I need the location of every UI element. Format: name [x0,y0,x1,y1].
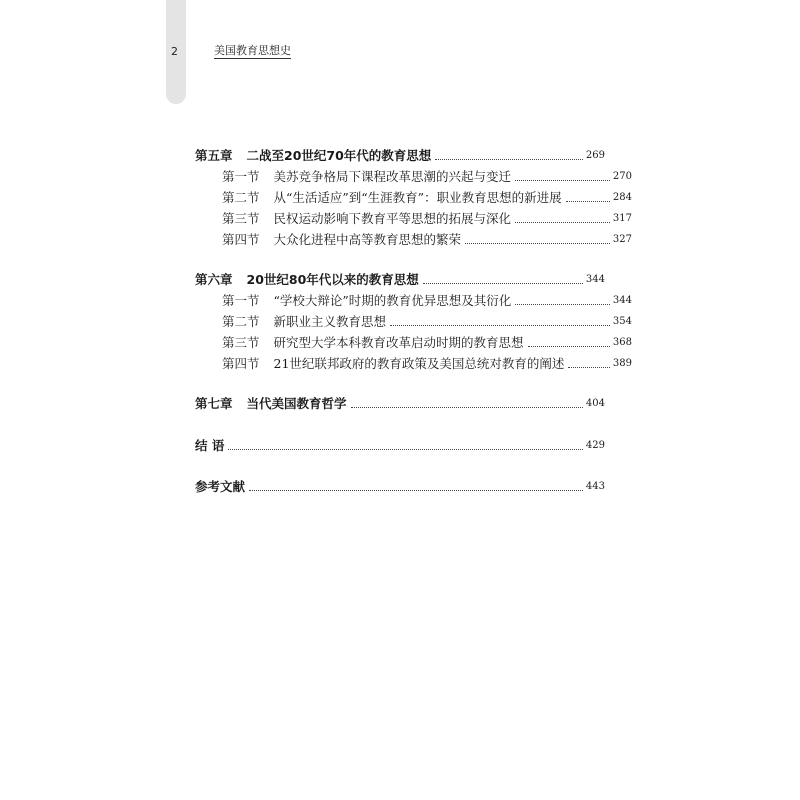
section-title: 21世纪联邦政府的教育政策及美国总统对教育的阐述 [273,356,565,371]
section-label: 第一节 [222,293,260,308]
toc-chapter-6[interactable] [195,270,605,290]
dot-leader [390,325,610,326]
page-ref: 404 [585,398,605,409]
toc-chapter-5[interactable] [195,146,605,166]
section-label: 第二节 [222,190,260,205]
section-title: 新职业主义教育思想 [273,314,387,329]
references-label: 参考文献 [195,479,246,494]
dot-leader [566,201,610,202]
section-title: 从“生活适应”到“生涯教育”：职业教育思想的新进展 [273,190,562,205]
page-ref: 443 [585,481,605,492]
chapter-label: 第六章 [195,272,233,287]
chapter-title: 当代美国教育哲学 [246,396,347,411]
chapter-title: 二战至20世纪70年代的教育思想 [246,148,432,163]
page-ref: 344 [585,274,605,285]
page-ref: 344 [612,295,632,306]
chapter-label: 第五章 [195,148,233,163]
section-title: 大众化进程中高等教育思想的繁荣 [273,232,462,247]
section-label: 第二节 [222,314,260,329]
chapter-label: 第七章 [195,396,233,411]
dot-leader [351,407,583,408]
page-number: 2 [171,45,178,58]
chapter-title: 20世纪80年代以来的教育思想 [246,272,419,287]
page-ref: 327 [612,234,632,245]
page-ref: 269 [585,150,605,161]
section-label: 第三节 [222,211,260,226]
dot-leader [249,490,583,491]
section-label: 第一节 [222,169,260,184]
conclusion-label: 结 语 [195,438,225,453]
dot-leader [568,367,609,368]
dot-leader [515,222,610,223]
toc-section-5-3[interactable] [195,209,632,229]
dot-leader [423,283,583,284]
section-title: 民权运动影响下教育平等思想的拓展与深化 [273,211,512,226]
dot-leader [435,159,583,160]
page-ref: 317 [612,213,632,224]
section-title: 美苏竞争格局下课程改革思潮的兴起与变迁 [273,169,512,184]
toc-section-6-4[interactable] [195,354,632,374]
toc-section-5-1[interactable] [195,167,632,187]
page-ref: 368 [612,337,632,348]
dot-leader [528,346,610,347]
toc-chapter-7[interactable] [195,394,605,414]
toc-section-5-2[interactable] [195,188,632,208]
section-title: “学校大辩论”时期的教育优异思想及其衍化 [273,293,512,308]
toc-conclusion[interactable] [195,436,605,456]
toc-references[interactable] [195,477,605,497]
page-ref: 354 [612,316,632,327]
page-ref: 429 [585,440,605,451]
dot-leader [228,449,583,450]
section-title: 研究型大学本科教育改革启动时期的教育思想 [273,335,524,350]
toc-section-6-3[interactable] [195,333,632,353]
section-label: 第四节 [222,232,260,247]
toc-section-6-1[interactable] [195,291,632,311]
page-ref: 389 [612,358,632,369]
page-ref: 270 [612,171,632,182]
section-label: 第三节 [222,335,260,350]
page-ref: 284 [612,192,632,203]
dot-leader [515,180,610,181]
dot-leader [465,243,610,244]
section-label: 第四节 [222,356,260,371]
running-head-title: 美国教育思想史 [214,44,291,57]
toc-section-6-2[interactable] [195,312,632,332]
dot-leader [515,304,610,305]
toc-section-5-4[interactable] [195,230,632,250]
